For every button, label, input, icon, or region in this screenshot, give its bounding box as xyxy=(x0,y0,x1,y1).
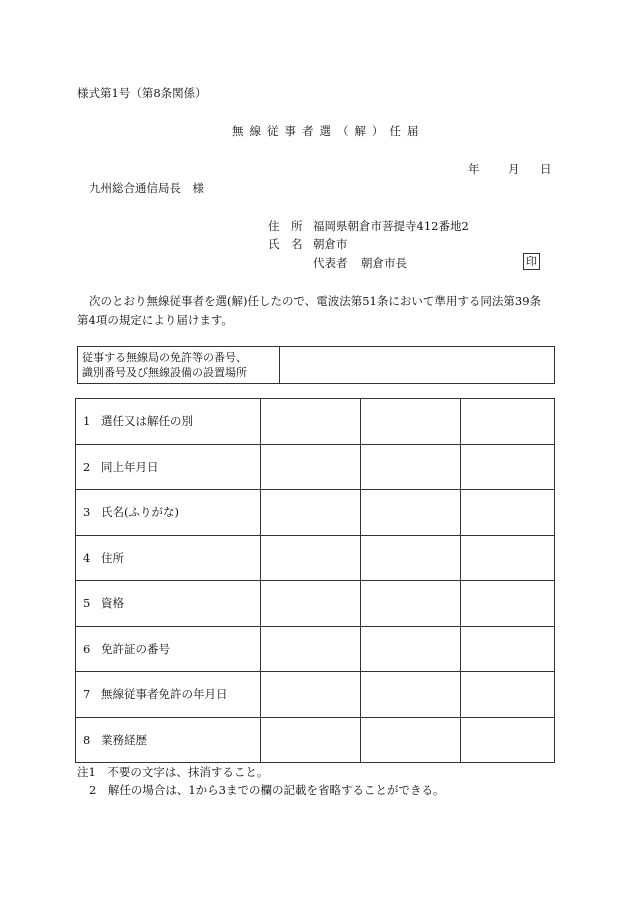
row-number: 3 xyxy=(83,505,91,520)
name-value: 朝倉市 xyxy=(313,237,348,251)
entry-cell[interactable] xyxy=(461,581,555,627)
page-title: 無線従事者選（解）任届 xyxy=(232,124,425,138)
table-row xyxy=(76,444,555,490)
station-info-label-line1: 従事する無線局の免許等の番号、 xyxy=(82,351,247,364)
row-label: 無線従事者免許の年月日 xyxy=(101,687,228,702)
entry-cell[interactable] xyxy=(461,535,555,581)
row-number: 6 xyxy=(83,641,91,656)
address-value: 福岡県朝倉市菩提寺412番地2 xyxy=(313,219,469,233)
table-row xyxy=(76,535,555,581)
worker-info-table xyxy=(75,398,555,763)
entry-cell[interactable] xyxy=(261,444,361,490)
row-label: 免許証の番号 xyxy=(101,641,170,656)
entry-cell[interactable] xyxy=(361,490,461,536)
entry-cell[interactable] xyxy=(461,717,555,763)
note-2: 2 解任の場合は、1から3までの欄の記載を省略することができる。 xyxy=(89,783,445,797)
row-label-cell xyxy=(76,672,261,718)
date-day-label: 日 xyxy=(540,162,552,176)
row-label-cell xyxy=(76,581,261,627)
entry-cell[interactable] xyxy=(261,581,361,627)
entry-cell[interactable] xyxy=(261,535,361,581)
table-row xyxy=(76,490,555,536)
row-label: 選任又は解任の別 xyxy=(101,414,193,429)
row-label-cell xyxy=(76,399,261,445)
station-info-label xyxy=(78,347,280,384)
note-1: 注1 不要の文字は、抹消すること。 xyxy=(77,765,269,779)
row-label-cell xyxy=(76,535,261,581)
entry-cell[interactable] xyxy=(461,672,555,718)
row-label: 業務経歴 xyxy=(101,732,147,747)
entry-cell[interactable] xyxy=(361,444,461,490)
addressee: 九州総合通信局長 様 xyxy=(89,181,204,195)
entry-cell[interactable] xyxy=(361,672,461,718)
address-label: 住 所 xyxy=(268,219,303,233)
entry-cell[interactable] xyxy=(261,672,361,718)
row-label: 住所 xyxy=(101,550,124,565)
form-code: 様式第1号（第8条関係） xyxy=(77,86,207,100)
table-row xyxy=(76,626,555,672)
date-year-label: 年 xyxy=(468,162,480,176)
station-info-value[interactable] xyxy=(280,347,555,384)
row-number: 5 xyxy=(83,596,91,611)
row-label: 同上年月日 xyxy=(101,459,159,474)
entry-cell[interactable] xyxy=(461,626,555,672)
representative-label: 代表者 xyxy=(313,256,348,270)
entry-cell[interactable] xyxy=(461,444,555,490)
entry-cell[interactable] xyxy=(361,399,461,445)
entry-cell[interactable] xyxy=(361,581,461,627)
row-number: 7 xyxy=(83,687,91,702)
row-number: 8 xyxy=(83,732,91,747)
row-number: 4 xyxy=(83,550,91,565)
row-label-cell xyxy=(76,626,261,672)
table-row xyxy=(76,672,555,718)
table-row xyxy=(76,399,555,445)
entry-cell[interactable] xyxy=(261,399,361,445)
entry-cell[interactable] xyxy=(261,717,361,763)
date-month-label: 月 xyxy=(508,162,520,176)
body-text-line1: 次のとおり無線従事者を選(解)任したので、電波法第51条において準用する同法第39条 xyxy=(89,294,542,308)
entry-cell[interactable] xyxy=(361,717,461,763)
row-label-cell xyxy=(76,490,261,536)
entry-cell[interactable] xyxy=(261,490,361,536)
seal-stamp: 印 xyxy=(523,253,540,270)
entry-cell[interactable] xyxy=(361,626,461,672)
entry-cell[interactable] xyxy=(461,399,555,445)
station-info-table xyxy=(77,346,555,384)
station-info-label-line2: 識別番号及び無線設備の設置場所 xyxy=(82,366,247,379)
row-label: 氏名(ふりがな) xyxy=(101,505,179,520)
row-label-cell xyxy=(76,444,261,490)
representative-value: 朝倉市長 xyxy=(361,256,407,270)
name-label: 氏 名 xyxy=(268,237,303,251)
row-number: 1 xyxy=(83,414,91,429)
row-label: 資格 xyxy=(101,596,124,611)
entry-cell[interactable] xyxy=(461,490,555,536)
row-label-cell xyxy=(76,717,261,763)
entry-cell[interactable] xyxy=(361,535,461,581)
table-row xyxy=(76,717,555,763)
row-number: 2 xyxy=(83,459,91,474)
table-row xyxy=(76,581,555,627)
body-text-line2: 第4項の規定により届けます。 xyxy=(77,313,233,327)
entry-cell[interactable] xyxy=(261,626,361,672)
